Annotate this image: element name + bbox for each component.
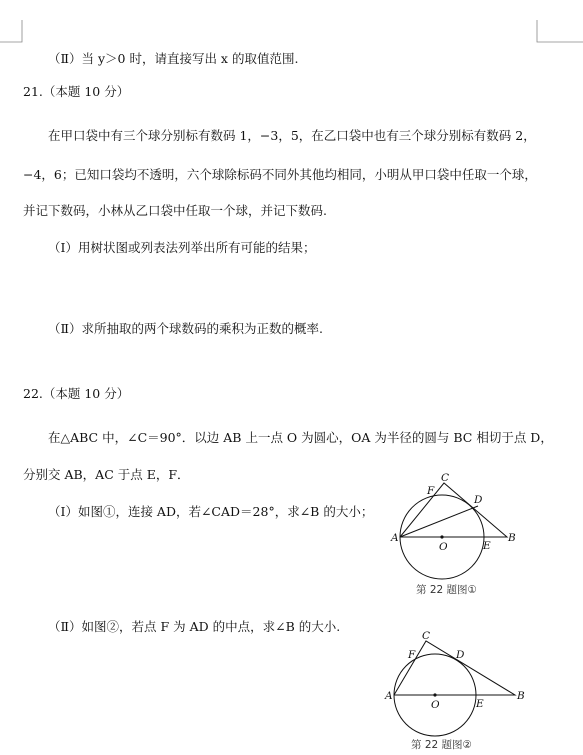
q22-paragraph-line2: 分别交 AB，AC 于点 E，F． — [23, 467, 190, 482]
q21-part1: （Ⅰ）用树状图或列表法列举出所有可能的结果； — [48, 240, 316, 255]
fig1-label-C: C — [441, 472, 450, 484]
fig1-label-B: B — [508, 532, 516, 544]
q22-part2: （Ⅱ）如图②，若点 F 为 AD 的中点，求∠B 的大小. — [48, 619, 341, 634]
q22-header: 22.（本题 10 分） — [23, 386, 130, 401]
fig1-label-O: O — [439, 541, 448, 553]
fig1-label-A: A — [391, 532, 399, 544]
fig1-label-D: D — [474, 494, 483, 506]
fig2-label-A: A — [385, 690, 393, 702]
q21-paragraph-line1: 在甲口袋中有三个球分别标有数码 1，−3，5，在乙口袋中也有三个球分别标有数码 2， — [48, 128, 536, 143]
figure-22-2-caption: 第 22 题图② — [411, 739, 472, 751]
q21-part2: （Ⅱ）求所抽取的两个球数码的乘积为正数的概率. — [48, 321, 323, 336]
q21-header: 21.（本题 10 分） — [23, 84, 130, 99]
q22-part1: （Ⅰ）如图①，连接 AD，若∠CAD＝28°，求∠B 的大小； — [48, 504, 374, 519]
q21-paragraph-line2: −4，6；已知口袋均不透明，六个球除标码不同外其他均相同，小明从甲口袋中任取一个球， — [23, 167, 537, 182]
q20-part2: （Ⅱ）当 y＞0 时，请直接写出 x 的取值范围. — [48, 51, 299, 66]
q22-paragraph-line1: 在△ABC 中，∠C＝90°．以边 AB 上一点 O 为圆心，OA 为半径的圆与 BC 相切于点 D， — [48, 430, 553, 445]
figure-22-2 — [380, 628, 530, 738]
figure-22-1-caption: 第 22 题图① — [416, 584, 477, 596]
crop-mark-left — [0, 0, 30, 45]
crop-mark-right — [535, 0, 583, 45]
fig2-label-D: D — [456, 649, 465, 661]
fig2-label-O: O — [431, 699, 440, 711]
fig2-label-C: C — [422, 630, 431, 642]
fig2-label-F: F — [408, 649, 416, 661]
fig1-label-E: E — [483, 540, 491, 552]
fig1-label-F: F — [427, 485, 435, 497]
figure-22-1 — [385, 470, 525, 580]
fig2-label-B: B — [517, 690, 525, 702]
q21-paragraph-line3: 并记下数码，小林从乙口袋中任取一个球，并记下数码. — [23, 203, 327, 218]
fig2-label-E: E — [476, 698, 484, 710]
